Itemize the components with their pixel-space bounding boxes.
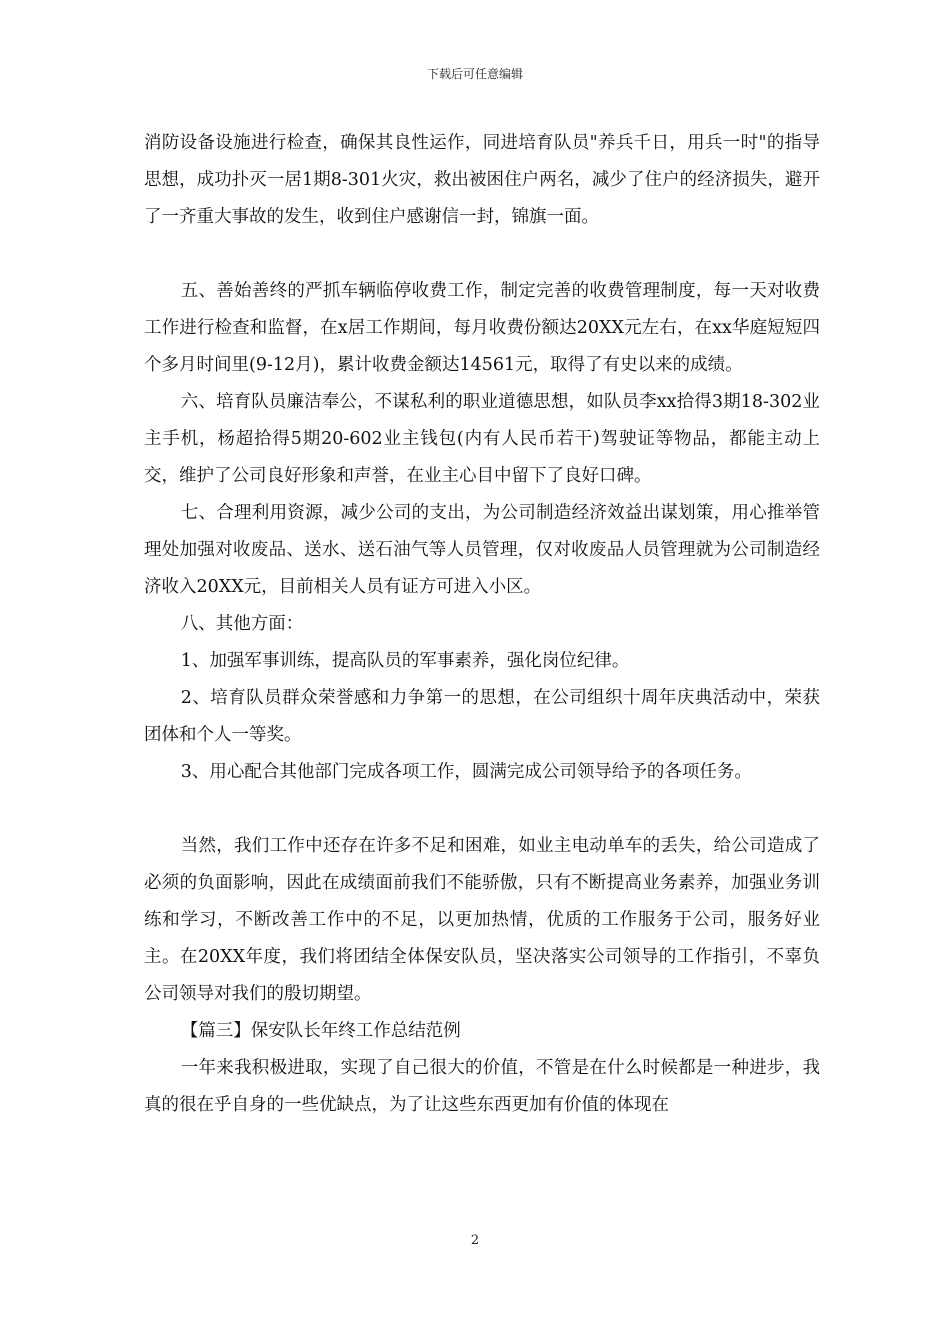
list-item-honor: 2、培育队员群众荣誉感和力争第一的思想，在公司组织十周年庆典活动中，荣获团体和个人一等奖。 (144, 688, 820, 745)
page-header: 下载后可任意编辑 (426, 67, 523, 81)
paragraph-fire-safety: 消防设备设施进行检查，确保其良性运作，同进培育队员"养兵千日，用兵一时"的指导思想，成功扑灭一居1期8-301火灾，救出被困住户两名，减少了住户的经济损失，避开了一齐重大事故的发生，收到住户感谢信一封，锦旗一面。 (144, 133, 820, 227)
paragraph-other-aspects: 八、其他方面： (180, 614, 304, 634)
list-item-training: 1、加强军事训练，提高队员的军事素养，强化岗位纪律。 (180, 651, 630, 671)
document-body (144, 125, 820, 1124)
paragraph-gap (144, 236, 820, 273)
paragraph-shortcomings: 当然，我们工作中还存在许多不足和困难，如业主电动单车的丢失，给公司造成了必须的负面影响，因此在成绩面前我们不能骄傲，只有不断提高业务素养，加强业务训练和学习，不断改善工作中的不足，以更加热情，优质的工作服务于公司，服务好业主。在20XX年度，我们将团结全体保安队员，坚决落实公司领导的工作指引，不辜负公司领导对我们的殷切期望。 (144, 836, 820, 1004)
paragraph-resources: 七、合理利用资源，减少公司的支出，为公司制造经济效益出谋划策，用心推举管理处加强对收废品、送水、送石油气等人员管理，仅对收废品人员管理就为公司制造经济收入20XX元，目前相关人员有证方可进入小区。 (144, 503, 820, 597)
list-item-cooperation: 3、用心配合其他部门完成各项工作，圆满完成公司领导给予的各项任务。 (180, 762, 752, 782)
paragraph-parking-fees: 五、善始善终的严抓车辆临停收费工作，制定完善的收费管理制度，每一天对收费工作进行检查和监督，在x居工作期间，每月收费份额达20XX元左右，在xx华庭短短四个多月时间里(9-12月)，累计收费金额达14561元，取得了有史以来的成绩。 (144, 281, 820, 375)
paragraph-part-three-intro: 一年来我积极进取，实现了自己很大的价值，不管是在什么时候都是一种进步，我真的很在乎自身的一些优缺点，为了让这些东西更加有价值的体现在 (144, 1058, 820, 1115)
paragraph-integrity: 六、培育队员廉洁奉公，不谋私利的职业道德思想，如队员李xx拾得3期18-302业主手机，杨超拾得5期20-602业主钱包(内有人民币若干)驾驶证等物品，都能主动上交，维护了公司良好形象和声誉，在业主心目中留下了良好口碑。 (144, 392, 820, 486)
page-number: 2 (470, 1233, 480, 1248)
paragraph-gap (144, 791, 820, 828)
section-heading-part-three: 【篇三】保安队长年终工作总结范例 (180, 1021, 461, 1041)
